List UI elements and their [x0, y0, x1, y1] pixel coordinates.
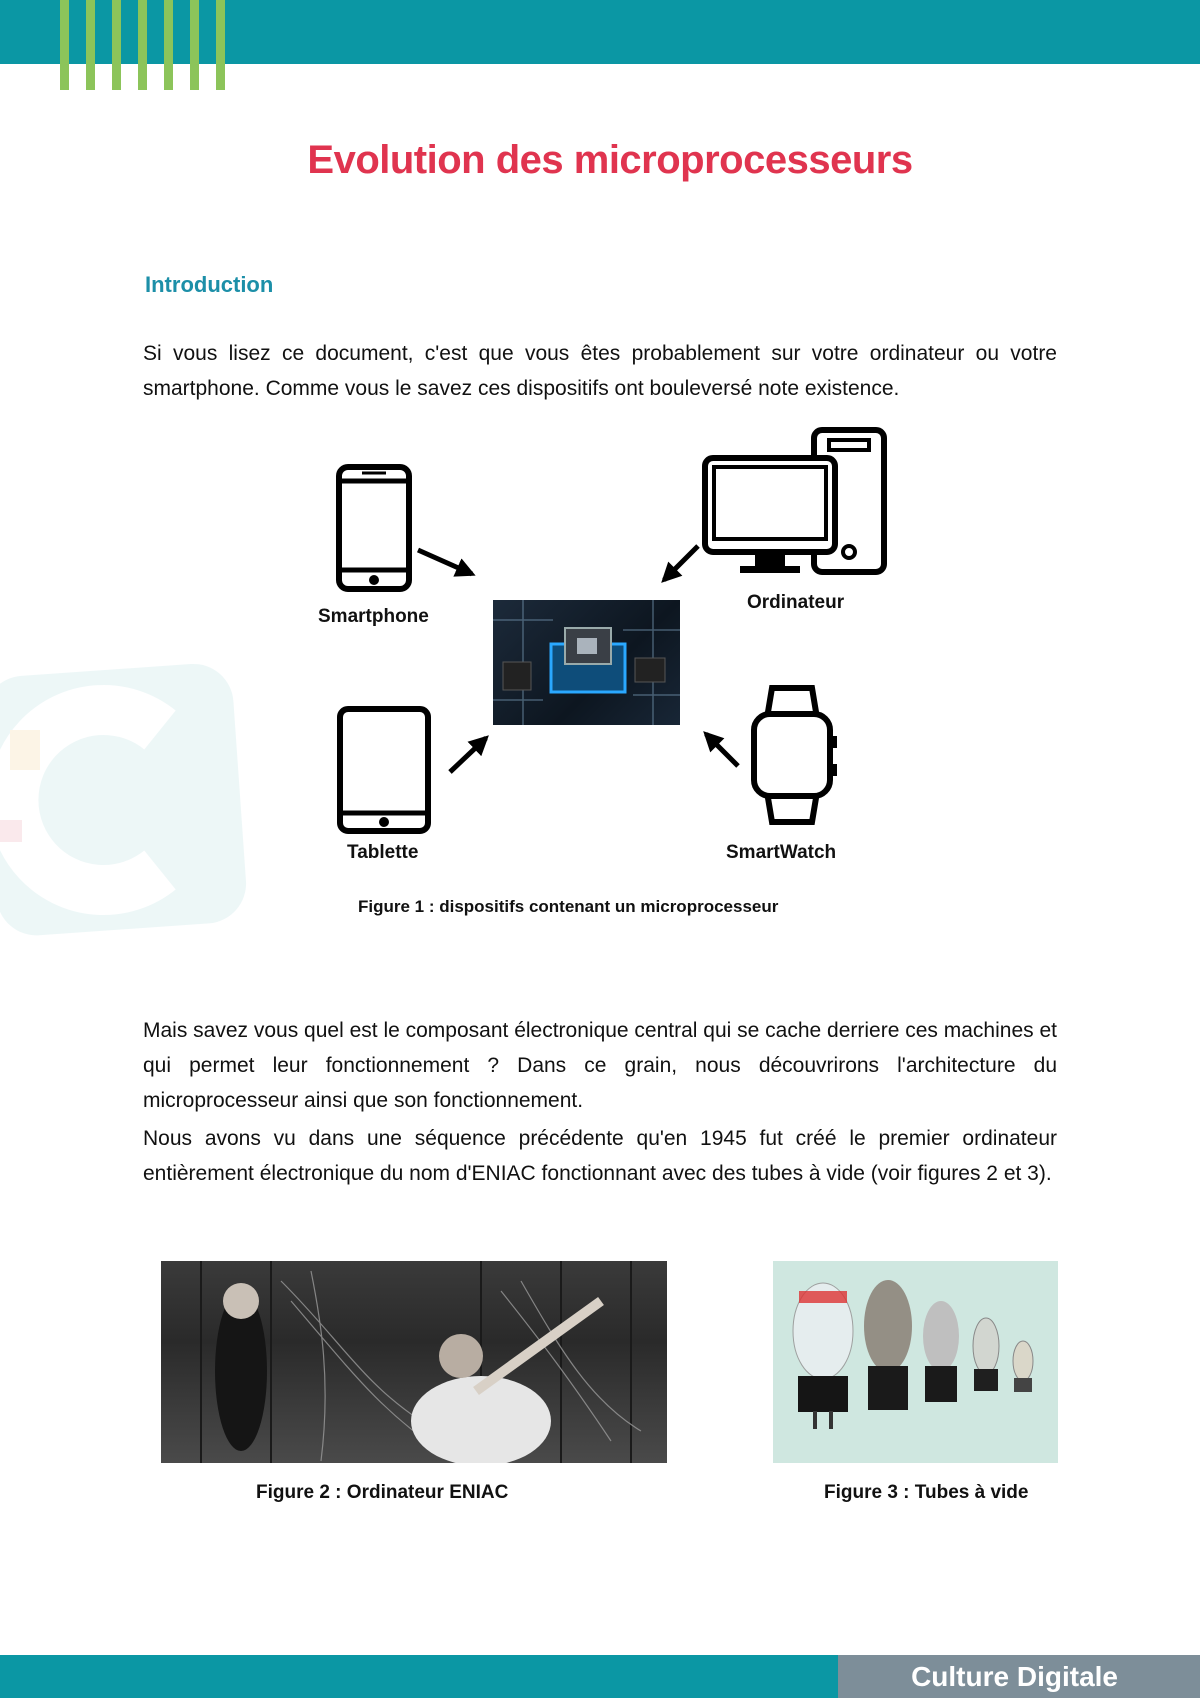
footer-brand: Culture Digitale: [838, 1655, 1200, 1698]
smartwatch-icon: [754, 688, 837, 822]
arrow-icon: [418, 550, 472, 574]
tablette-label: Tablette: [347, 842, 419, 863]
arrow-icon: [664, 546, 698, 580]
arrow-icon: [450, 738, 486, 772]
body-paragraph: Nous avons vu dans une séquence précédente qu'en 1945 fut créé le premier ordinateur entièrement électronique du nom d'ENIAC fonctionnant avec des tubes à vide (voir figures 2 et 3).: [143, 1127, 1057, 1185]
arrow-icon: [706, 734, 738, 766]
figure3-caption: Figure 3 : Tubes à vide: [824, 1482, 1029, 1503]
vacuum-tubes-photo: [773, 1261, 1058, 1463]
desktop-computer-icon: [705, 430, 884, 573]
footer-band: [0, 1655, 838, 1698]
microprocessor-image: [493, 600, 680, 725]
smartphone-label: Smartphone: [318, 606, 429, 627]
body-paragraph: Mais savez vous quel est le composant électronique central qui se cache derriere ces machines et qui permet leur fonctionnement ? Dans ce grain, nous découvrirons l'architecture du microprocesseur ainsi que son fonctionnement.: [143, 1019, 1057, 1112]
eniac-photo: [161, 1261, 667, 1463]
smartphone-icon: [339, 467, 409, 589]
figure2-caption: Figure 2 : Ordinateur ENIAC: [256, 1482, 509, 1503]
smartwatch-label: SmartWatch: [726, 842, 837, 863]
page-title: Evolution des microprocesseurs: [307, 138, 913, 182]
tablet-icon: [340, 709, 428, 831]
figure1-caption: Figure 1 : dispositifs contenant un microprocesseur: [358, 897, 779, 916]
section-heading: Introduction: [145, 272, 274, 297]
ordinateur-label: Ordinateur: [747, 592, 845, 613]
intro-paragraph: Si vous lisez ce document, c'est que vous êtes probablement sur votre ordinateur ou votre smartphone. Comme vous le savez ces dispositifs ont bouleversé note existence.: [143, 342, 1057, 400]
